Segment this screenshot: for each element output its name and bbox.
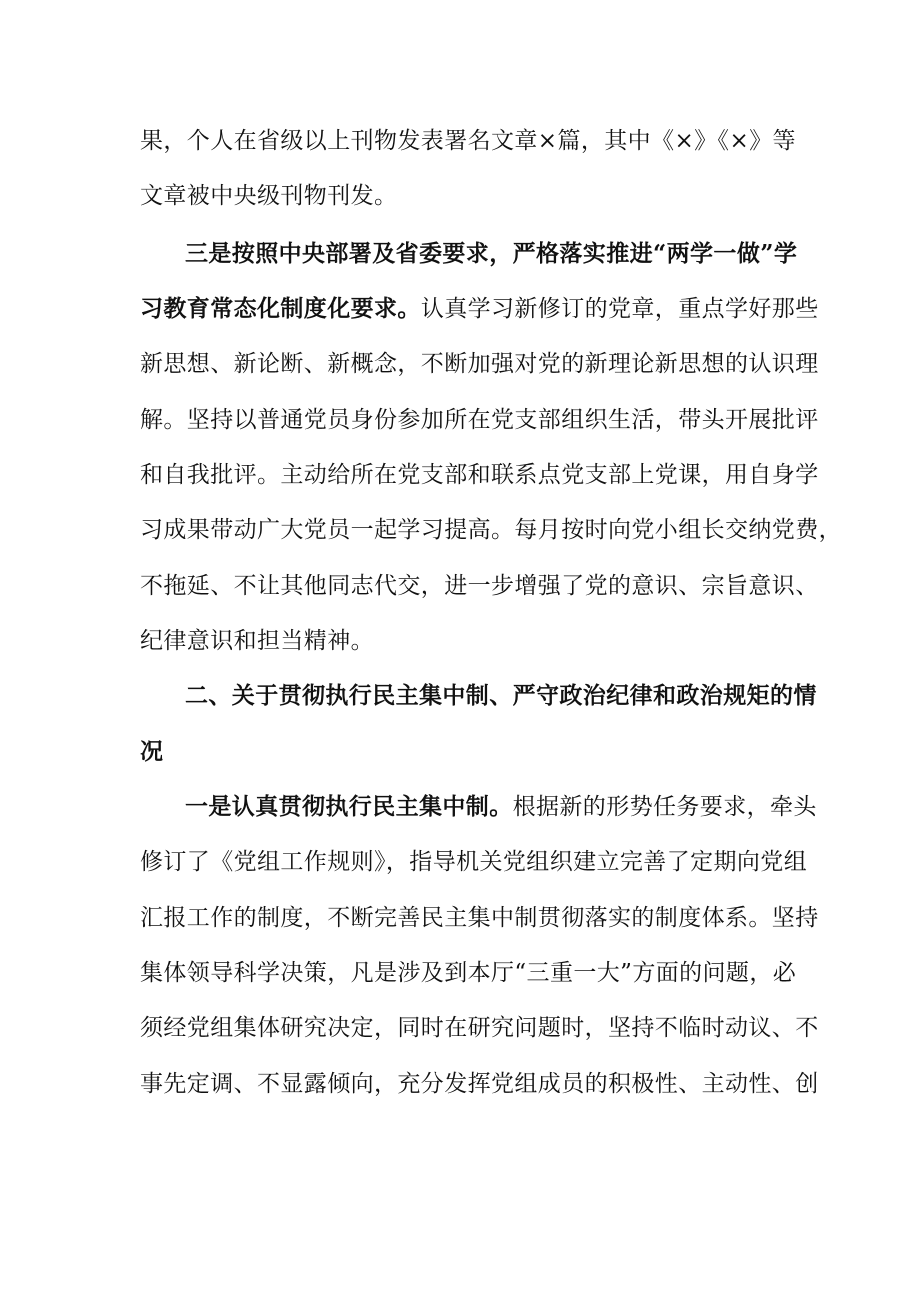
text-line [140,289,819,329]
text-line [140,344,819,384]
text-line [140,1008,819,1048]
text-line [185,234,797,274]
text-line [140,621,374,661]
text-segment: 纪律意识和担当精神。 [140,628,374,654]
text-line [140,121,796,161]
text-segment: 汇报工作的制度，不断完善民主集中制贯彻落实的制度体系。坚持 [140,905,819,931]
text-segment: 况 [140,738,164,765]
text-segment: 集体领导科学决策，凡是涉及到本厅“三重一大”方面的问题，必 [140,960,797,986]
text-line [140,400,819,440]
text-segment: 二、关于贯彻执行民主集中制、严守政治纪律和政治规矩的情 [185,682,817,709]
text-segment: 果，个人在省级以上刊物发表署名文章×篇，其中《×》《×》等 [140,128,796,154]
text-segment: 文章被中央级刊物刊发。 [140,183,398,209]
text-line [140,455,819,495]
text-segment: 事先定调、不显露倾向，充分发挥党组成员的积极性、主动性、创 [140,1071,819,1097]
text-segment: 须经党组集体研究决定，同时在研究问题时，坚持不临时动议、不 [140,1015,819,1041]
text-line [140,566,819,606]
text-segment: 习教育常态化制度化要求。 [140,295,421,322]
section-heading [185,676,817,716]
text-segment: 三是按照中央部署及省委要求，严格落实推进“两学一做”学 [185,240,798,267]
text-segment: 新思想、新论断、新概念，不断加强对党的新理论新思想的认识理 [140,351,819,377]
section-heading [140,732,163,772]
text-segment: 修订了《党组工作规则》，指导机关党组织建立完善了定期向党组 [140,849,808,875]
text-line [140,842,807,882]
text-segment: 根据新的形势任务要求，牵头 [512,794,817,820]
text-segment: 一是认真贯彻执行民主集中制。 [185,793,513,820]
text-line [140,1064,819,1104]
text-segment: 习成果带动广大党员一起学习提高。每月按时向党小组长交纳党费， [140,517,842,543]
text-line [140,176,397,216]
text-segment: 认真学习新修订的党章，重点学好那些 [420,296,819,322]
text-line [140,953,796,993]
text-line [140,898,819,938]
text-line [185,787,817,827]
text-segment: 不拖延、不让其他同志代交，进一步增强了党的意识、宗旨意识、 [140,573,819,599]
text-line [140,510,842,550]
text-segment: 解。坚持以普通党员身份参加所在党支部组织生活，带头开展批评 [140,407,819,433]
text-segment: 和自我批评。主动给所在党支部和联系点党支部上党课，用自身学 [140,462,819,488]
